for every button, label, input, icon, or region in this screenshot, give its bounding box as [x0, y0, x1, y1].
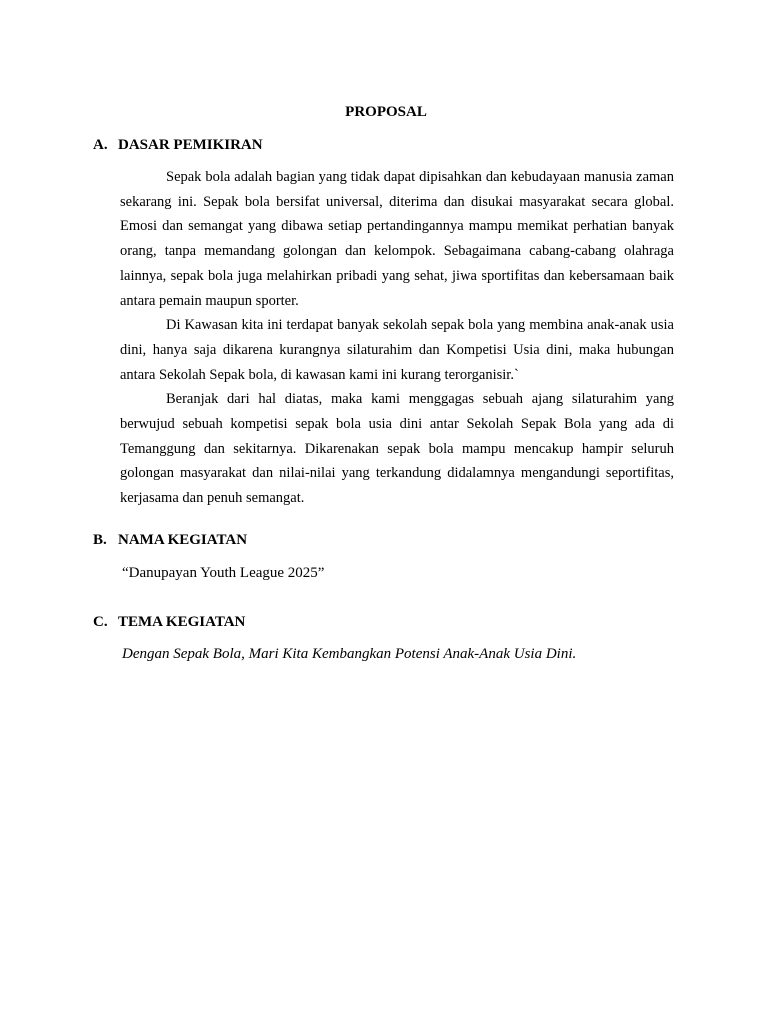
document-title: PROPOSAL: [345, 104, 427, 120]
section-letter: A.: [93, 137, 108, 153]
section-heading-text: DASAR PEMIKIRAN: [118, 137, 263, 153]
section-heading-text: NAMA KEGIATAN: [118, 532, 248, 548]
section-letter: B.: [93, 532, 107, 548]
section-heading-nama-kegiatan: [93, 531, 247, 549]
section-heading-text: TEMA KEGIATAN: [118, 614, 246, 630]
paragraph: Sepak bola adalah bagian yang tidak dapat dipisahkan dan kebudayaan manusia zaman sekarang ini. Sepak bola bersifat universal, diterima dan disukai masyarakat secara global. Emosi dan semangat yang dibawa setiap pertandingannya mampu memikat perhatian banyak orang, tanpa memandang golongan dan kelompok. Sebagaimana cabang-cabang olahraga lainnya, sepak bola juga melahirkan pribadi yang sehat, jiwa sportifitas dan kebersamaan baik antara pemain maupun sporter.: [120, 169, 674, 309]
event-theme: Dengan Sepak Bola, Mari Kita Kembangkan Potensi Anak-Anak Usia Dini.: [122, 646, 577, 662]
event-name: “Danupayan Youth League 2025”: [122, 565, 325, 581]
paragraph: Di Kawasan kita ini terdapat banyak sekolah sepak bola yang membina anak-anak usia dini, hanya saja dikarena kurangnya silaturahim dan Kompetisi Usia dini, maka hubungan antara Sekolah Sepak bola, di kawasan kami ini kurang terorganisir.`: [120, 317, 674, 383]
section-letter: C.: [93, 614, 108, 630]
section-heading-dasar-pemikiran: [93, 136, 263, 154]
section-body-dasar-pemikiran: [120, 165, 674, 511]
section-heading-tema-kegiatan: [93, 613, 245, 631]
paragraph: Beranjak dari hal diatas, maka kami menggagas sebuah ajang silaturahim yang berwujud sebuah kompetisi sepak bola usia dini antar Sekolah Sepak Bola yang ada di Temanggung dan sekitarnya. Dikarenakan sepak bola mampu mencakup hampir seluruh golongan masyarakat dan nilai-nilai yang terkandung didalamnya mengandungi seportifitas, kerjasama dan penuh semangat.: [120, 391, 674, 507]
